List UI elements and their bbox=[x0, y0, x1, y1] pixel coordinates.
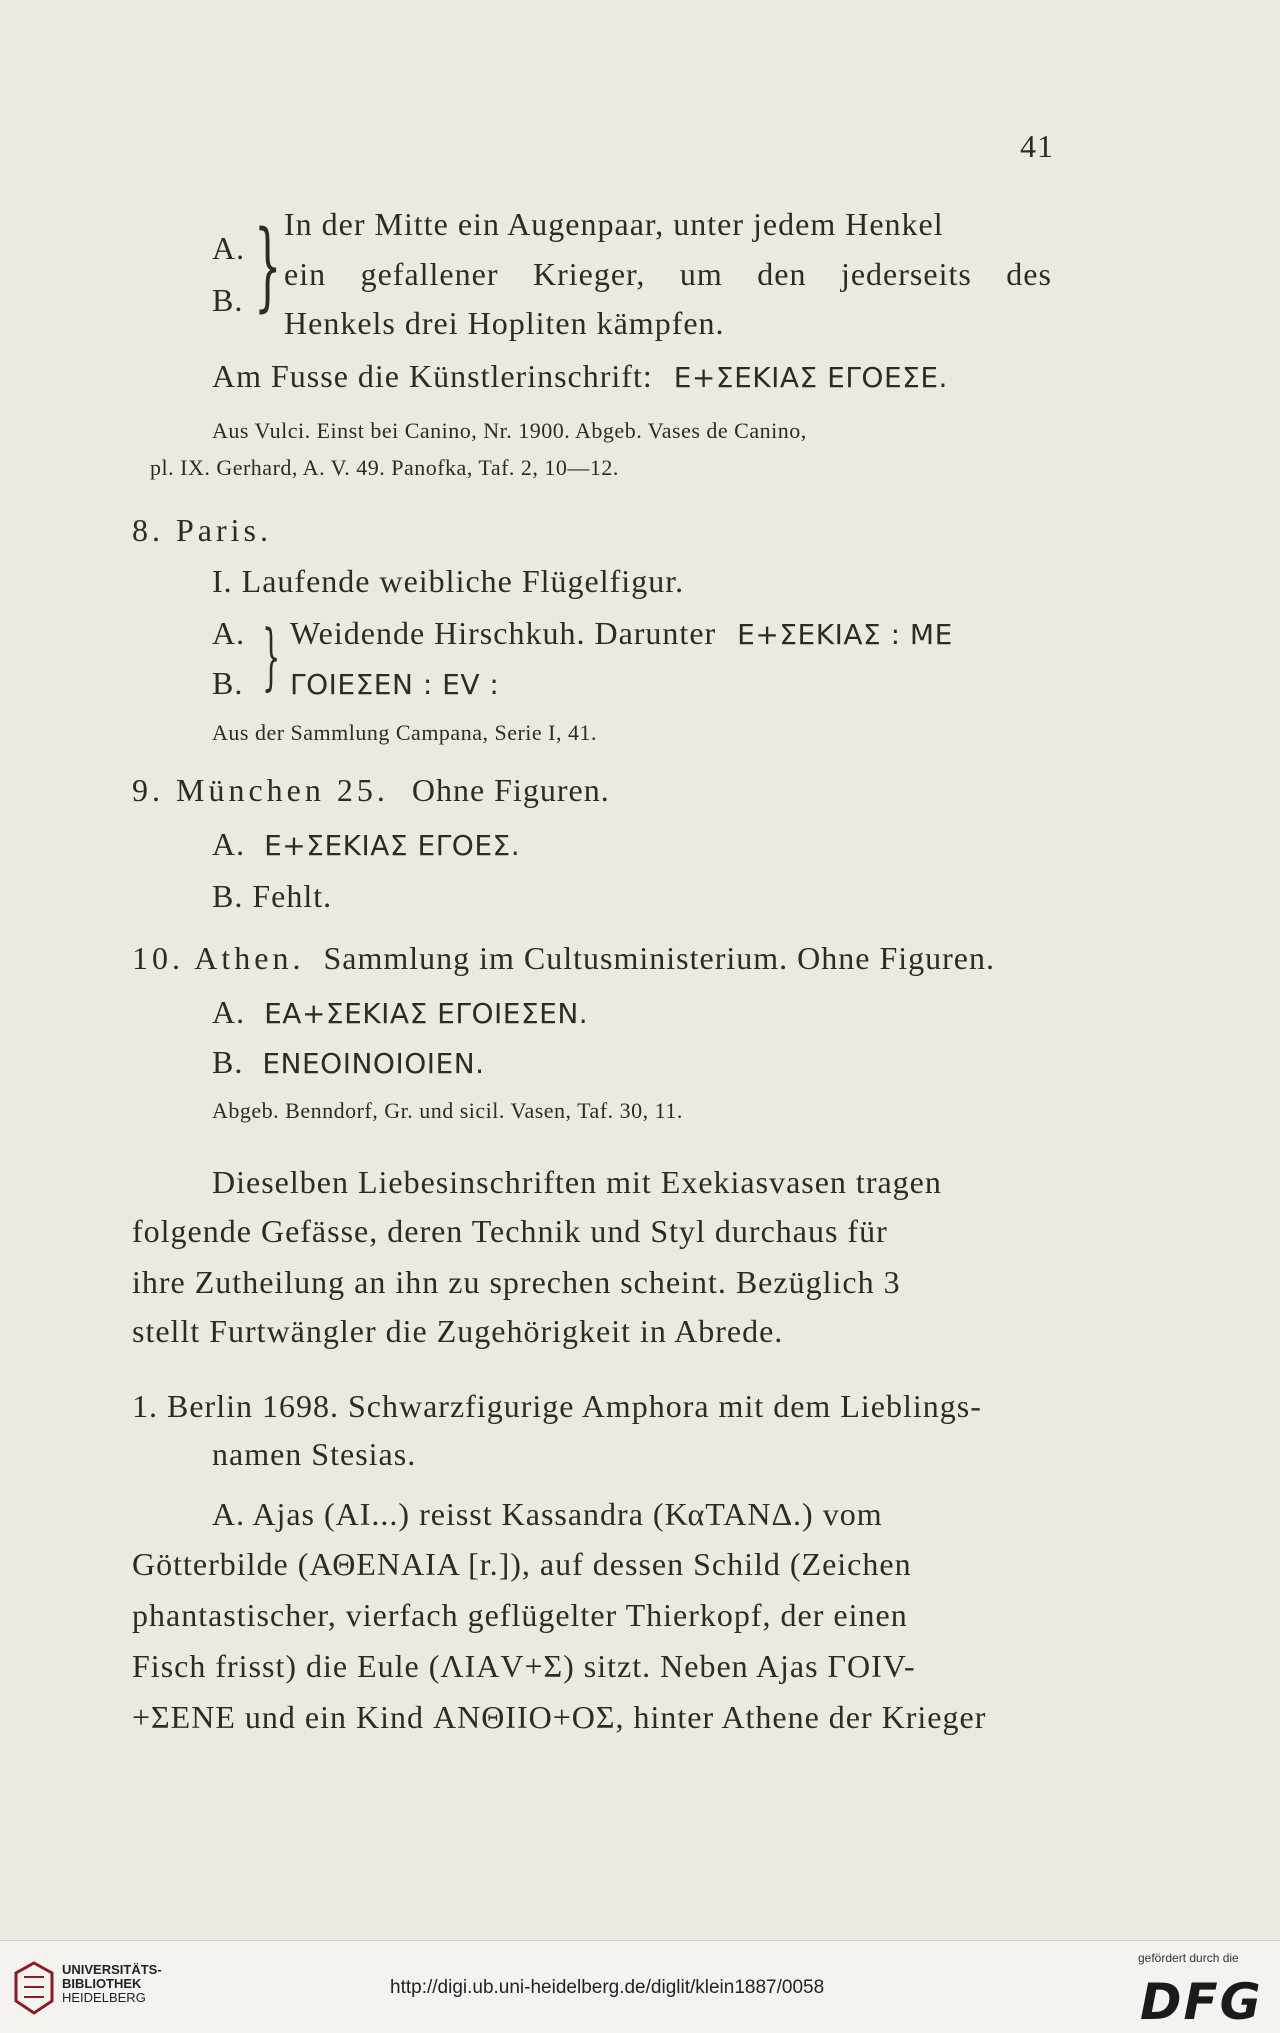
justified-word: Krieger, bbox=[532, 256, 646, 292]
entry-label-b: B. bbox=[212, 1044, 244, 1080]
paragraph-line: ihre Zutheilung an ihn zu sprechen scheint. Bezüglich 3 bbox=[132, 1264, 901, 1300]
paragraph-line: A. Ajas (ΑΙ...) reisst Kassandra (ΚαΤΑΝΔ.) vom bbox=[212, 1496, 883, 1532]
greek-inscription: ΕΑ+ΣΕΚΙΑΣ ΕΓΟΙΕΣΕΝ. bbox=[264, 997, 589, 1030]
greek-inscription: Ε+ΣΕΚΙΑΣ ΕΓΟΕΣ. bbox=[264, 829, 521, 862]
paragraph-line: folgende Gefässe, deren Technik und Styl durchaus für bbox=[132, 1213, 888, 1249]
inscription-line bbox=[212, 994, 588, 1031]
dfg-logo-icon: DFG bbox=[1140, 1973, 1263, 2031]
greek-inscription: ΕΝΕΟΙΝΟΙΟΙΕΝ. bbox=[262, 1047, 485, 1080]
page-number: 41 bbox=[1020, 128, 1054, 164]
library-name bbox=[62, 1963, 162, 2005]
description-line bbox=[212, 878, 332, 915]
library-seal-icon bbox=[14, 1961, 54, 2015]
paragraph-line: Dieselben Liebesinschriften mit Exekiasvasen tragen bbox=[212, 1164, 942, 1200]
entry-b-text: B. Fehlt. bbox=[212, 878, 333, 914]
library-name-line: HEIDELBERG bbox=[62, 1990, 146, 2005]
reference-line: Abgeb. Benndorf, Gr. und sicil. Vasen, Taf. 30, 11. bbox=[212, 1098, 683, 1123]
paragraph-line: Fisch frisst) die Eule (ΛΙΑV+Σ) sitzt. Neben Ajas ΓΟΙV- bbox=[132, 1648, 916, 1684]
entry-heading-rest: Ohne Figuren. bbox=[411, 772, 610, 808]
reference-line: Aus Vulci. Einst bei Canino, Nr. 1900. Abgeb. Vases de Canino, bbox=[212, 418, 807, 443]
entry-label-b: B. bbox=[212, 282, 244, 318]
entry-heading-place: 10. Athen. bbox=[132, 940, 305, 976]
justified-word: den bbox=[757, 256, 807, 292]
entry-label-a: A. bbox=[212, 826, 246, 862]
inscription-line bbox=[212, 1044, 485, 1081]
footer-bar bbox=[0, 1940, 1280, 2033]
entry-heading: 8. Paris. bbox=[132, 512, 272, 548]
paragraph-line: phantastischer, vierfach geflügelter Thierkopf, der einen bbox=[132, 1597, 908, 1633]
reference-line: Aus der Sammlung Campana, Serie I, 41. bbox=[212, 720, 597, 745]
paragraph-line: namen Stesias. bbox=[212, 1436, 417, 1472]
justified-word: gefallener bbox=[360, 256, 499, 292]
description-line bbox=[290, 615, 953, 652]
funding-note: gefördert durch die bbox=[1138, 1951, 1239, 1965]
justified-word: des bbox=[1006, 256, 1052, 292]
greek-inscription: Ε+ΣΕΚΙΑΣ : ΜΕ bbox=[737, 618, 953, 651]
entry-heading bbox=[132, 940, 995, 977]
entry-label-b: B. bbox=[212, 665, 244, 701]
entry-heading bbox=[132, 772, 610, 809]
paragraph-line: Götterbilde (ΑΘΕΝΑΙΑ [r.]), auf dessen Schild (Zeichen bbox=[132, 1546, 912, 1582]
brace-icon: } bbox=[262, 614, 281, 698]
entry-label-a: A. bbox=[212, 230, 246, 266]
brace-icon: } bbox=[254, 210, 282, 322]
library-name-line: UNIVERSITÄTS- bbox=[62, 1962, 162, 1977]
entry-label-a: A. bbox=[212, 615, 246, 651]
paragraph-line: stellt Furtwängler die Zugehörigkeit in Abrede. bbox=[132, 1313, 784, 1349]
inscription-line bbox=[212, 826, 520, 863]
library-name-line: BIBLIOTHEK bbox=[62, 1976, 142, 1991]
description-line: In der Mitte ein Augenpaar, unter jedem Henkel bbox=[284, 206, 944, 242]
description-line: I. Laufende weibliche Flügelfigur. bbox=[212, 563, 685, 599]
entry-heading: 1. Berlin 1698. Schwarzfigurige Amphora mit dem Lieblings- bbox=[132, 1388, 982, 1424]
greek-inscription: ΓΟΙΕΣΕΝ : ΕV : bbox=[290, 668, 500, 701]
entry-heading-rest: Sammlung im Cultusministerium. Ohne Figuren. bbox=[323, 940, 995, 976]
reference-line: pl. IX. Gerhard, A. V. 49. Panofka, Taf. 2, 10—12. bbox=[150, 455, 619, 480]
source-url-link[interactable]: http://digi.ub.uni-heidelberg.de/diglit/klein1887/0058 bbox=[390, 1977, 825, 1998]
description-line bbox=[284, 256, 1052, 293]
inscription-line bbox=[212, 358, 948, 395]
justified-word: um bbox=[679, 256, 723, 292]
inscription-intro: Am Fusse die Künstlerinschrift: bbox=[212, 358, 653, 394]
paragraph-line: +ΣΕΝΕ und ein Kind ΑΝΘΙΙΟ+ΟΣ, hinter Athene der Krieger bbox=[132, 1699, 987, 1735]
description-line: Henkels drei Hopliten kämpfen. bbox=[284, 305, 725, 341]
justified-word: jederseits bbox=[840, 256, 972, 292]
description-text: Weidende Hirschkuh. Darunter bbox=[290, 615, 717, 651]
greek-inscription: Ε+ΣΕΚΙΑΣ ΕΓΟΕΣΕ. bbox=[673, 361, 948, 394]
entry-heading-place: 9. München 25. bbox=[132, 772, 389, 808]
entry-label-a: A. bbox=[212, 994, 246, 1030]
justified-word: ein bbox=[284, 256, 327, 292]
